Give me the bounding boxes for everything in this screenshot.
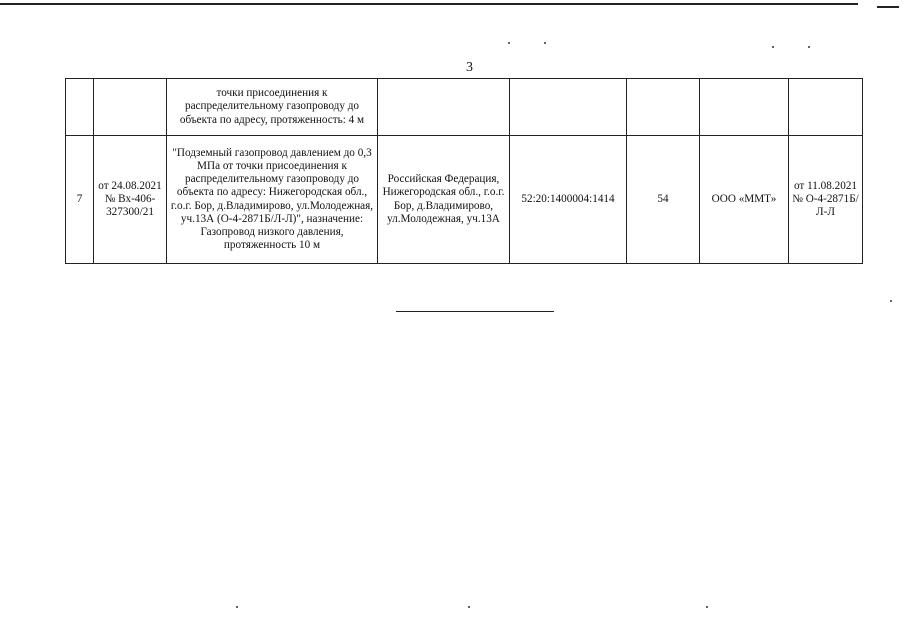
cell-number <box>66 79 94 136</box>
end-separator-line <box>396 311 554 312</box>
cell-incoming <box>94 79 167 136</box>
scan-speck <box>808 46 810 48</box>
cell-location: Российская Федерация, Нижегородская обл., г.о.г. Бор, д.Владимирово, ул.Молодежная, уч.13А <box>378 136 510 264</box>
table-row <box>66 136 863 264</box>
table-row-continuation <box>66 79 863 136</box>
cell-object-name: "Подземный газопровод давлением до 0,3 МПа от точки присоединения к распределительному газопроводу до объекта по адресу: Нижегородская обл., г.о.г. Бор, д.Владимирово, ул.Молодежная, уч.13А (О-4-2871Б/Л-Л)", назначение: Газопровод низкого давления, протяженность 10 м <box>167 136 378 264</box>
cell-decision <box>789 79 863 136</box>
scan-speck <box>706 606 708 608</box>
scan-speck <box>468 606 470 608</box>
cell-cadastral: 52:20:1400004:1414 <box>510 136 627 264</box>
scan-speck <box>544 42 546 44</box>
object-name-continuation: точки присоединения к распределительному газопроводу до объекта по адресу, протяженность: 4 м <box>179 87 365 126</box>
cell-incoming: от 24.08.2021 № Вх-406-327300/21 <box>94 136 167 264</box>
cell-applicant: ООО «ММТ» <box>700 136 789 264</box>
scan-speck <box>236 606 238 608</box>
cell-decision: от 11.08.2021 № О-4-2871Б/Л-Л <box>789 136 863 264</box>
cell-applicant <box>700 79 789 136</box>
scan-speck <box>890 300 892 302</box>
corner-mark <box>877 6 899 8</box>
registry-table <box>65 78 863 264</box>
scan-speck <box>508 42 510 44</box>
cell-object-name <box>167 79 378 136</box>
cell-cadastral <box>510 79 627 136</box>
cell-location <box>378 79 510 136</box>
scan-speck <box>772 46 774 48</box>
cell-area: 54 <box>627 136 700 264</box>
cell-number: 7 <box>66 136 94 264</box>
cell-area <box>627 79 700 136</box>
page-number: 3 <box>466 60 473 75</box>
top-border-line <box>0 3 858 5</box>
